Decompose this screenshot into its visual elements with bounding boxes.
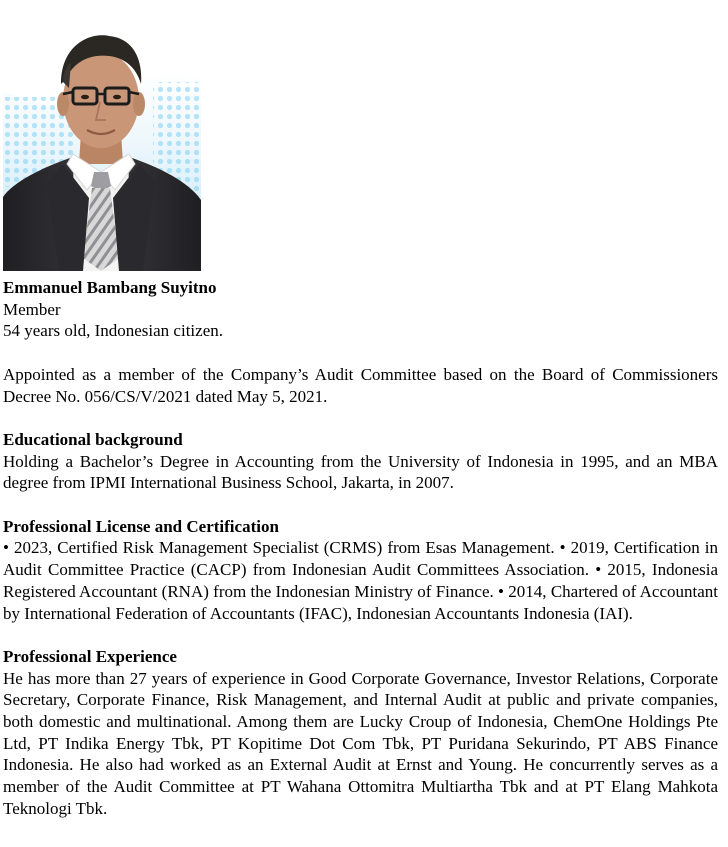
education-text: Holding a Bachelor’s Degree in Accounting from the University of Indonesia in 1995, and an MBA degree from IPMI International Business School, Jakarta, in 2007. xyxy=(3,451,718,493)
spacer xyxy=(3,342,718,364)
appointment-text: Appointed as a member of the Company’s Audit Committee based on the Board of Commissioners Decree No. 056/CS/V/2021 dated May 5, 2021. xyxy=(3,364,718,406)
experience-heading: Professional Experience xyxy=(3,646,177,666)
experience-text: He has more than 27 years of experience in Good Corporate Governance, Investor Relations, Corporate Secretary, Corporate Finance, Risk Management, and Internal Audit at public and private companies, both domestic and multinational. Among them are Lucky Croup of Indonesia, ChemOne Holdings Pte Ltd, PT Indika Energy Tbk, PT Kopitime Dot Com Tbk, PT Puridana Sekurindo, PT ABS Finance Indonesia. He also had worked as an External Audit at Ernst and Young. He concurrently serves as a member of the Audit Committee at PT Wahana Ottomitra Multiartha Tbk and at PT Elang Mahkota Teknologi Tbk. xyxy=(3,668,718,818)
education-heading: Educational background xyxy=(3,429,183,449)
profile-photo xyxy=(3,22,201,271)
spacer xyxy=(3,494,718,516)
spacer xyxy=(3,407,718,429)
person-age-citizenship: 54 years old, Indonesian citizen. xyxy=(3,321,223,341)
profile-content xyxy=(3,277,718,820)
certification-text: • 2023, Certified Risk Management Specialist (CRMS) from Esas Management. • 2019, Certification in Audit Committee Practice (CACP) from Indonesian Audit Committees Association. • 2015, Indonesia Registered Accountant (RNA) from the Indonesian Ministry of Finance. • 2014, Chartered of Accountant by International Federation of Accountants (IFAC), Indonesian Accountants Indonesia (IAI). xyxy=(3,538,718,623)
spacer xyxy=(3,624,718,646)
person-name: Emmanuel Bambang Suyitno xyxy=(3,278,217,297)
certification-heading: Professional License and Certification xyxy=(3,516,279,536)
person-role: Member xyxy=(3,299,61,319)
